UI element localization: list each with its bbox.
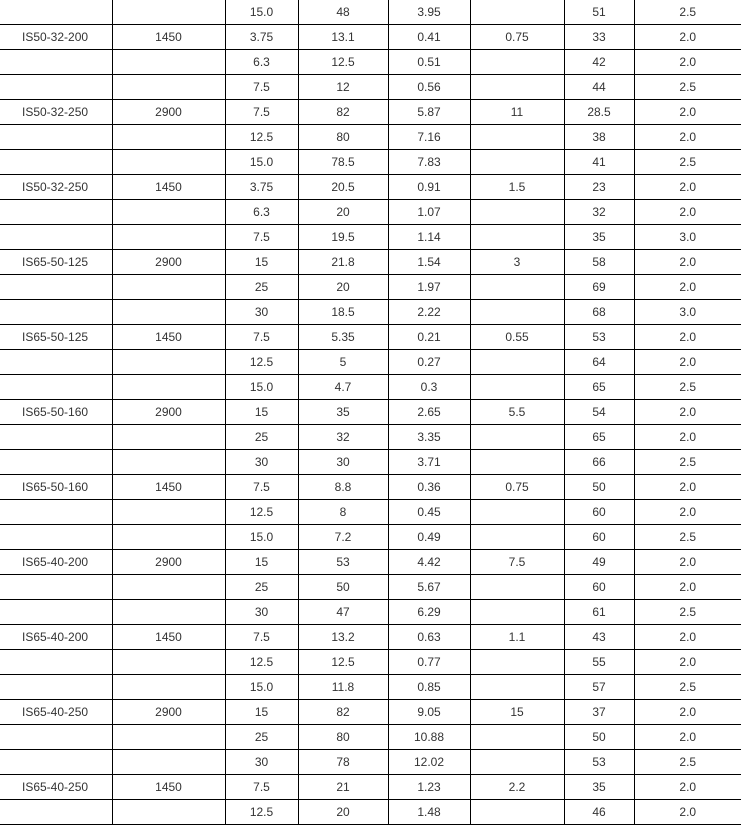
- efficiency-cell: 50: [564, 475, 634, 500]
- table-row: [0, 700, 741, 725]
- power-cell: 0.85: [388, 675, 470, 700]
- speed-cell: [112, 75, 225, 100]
- npsh-cell: 2.5: [634, 75, 741, 100]
- npsh-cell: 3.0: [634, 300, 741, 325]
- model-cell: [0, 300, 112, 325]
- flow-cell: 15.0: [225, 525, 298, 550]
- power-cell: 1.14: [388, 225, 470, 250]
- efficiency-cell: 50: [564, 725, 634, 750]
- efficiency-cell: 55: [564, 650, 634, 675]
- flow-cell: 15: [225, 250, 298, 275]
- flow-cell: 12.5: [225, 350, 298, 375]
- flow-cell: 15.0: [225, 375, 298, 400]
- npsh-cell: 2.0: [634, 550, 741, 575]
- power-cell: 2.22: [388, 300, 470, 325]
- power-cell: 9.05: [388, 700, 470, 725]
- efficiency-cell: 43: [564, 625, 634, 650]
- power-cell: 1.23: [388, 775, 470, 800]
- efficiency-cell: 28.5: [564, 100, 634, 125]
- motor-power-cell: [470, 750, 564, 775]
- efficiency-cell: 35: [564, 775, 634, 800]
- model-cell: IS65-50-125: [0, 250, 112, 275]
- motor-power-cell: [470, 375, 564, 400]
- flow-cell: 7.5: [225, 225, 298, 250]
- head-cell: 8: [298, 500, 388, 525]
- efficiency-cell: 35: [564, 225, 634, 250]
- flow-cell: 6.3: [225, 200, 298, 225]
- speed-cell: [112, 150, 225, 175]
- table-row: [0, 475, 741, 500]
- table-row: [0, 425, 741, 450]
- model-cell: [0, 150, 112, 175]
- npsh-cell: 2.5: [634, 525, 741, 550]
- power-cell: 0.77: [388, 650, 470, 675]
- model-cell: [0, 650, 112, 675]
- table-row: [0, 750, 741, 775]
- flow-cell: 15: [225, 700, 298, 725]
- motor-power-cell: [470, 525, 564, 550]
- motor-power-cell: 15: [470, 700, 564, 725]
- npsh-cell: 2.0: [634, 125, 741, 150]
- npsh-cell: 2.5: [634, 600, 741, 625]
- speed-cell: [112, 675, 225, 700]
- npsh-cell: 2.0: [634, 250, 741, 275]
- table-row: [0, 775, 741, 800]
- flow-cell: 12.5: [225, 125, 298, 150]
- flow-cell: 30: [225, 600, 298, 625]
- head-cell: 82: [298, 100, 388, 125]
- table-row: [0, 0, 741, 25]
- model-cell: [0, 525, 112, 550]
- model-cell: [0, 725, 112, 750]
- head-cell: 50: [298, 575, 388, 600]
- efficiency-cell: 53: [564, 325, 634, 350]
- table-row: [0, 300, 741, 325]
- model-cell: IS50-32-250: [0, 175, 112, 200]
- head-cell: 53: [298, 550, 388, 575]
- model-cell: [0, 800, 112, 825]
- head-cell: 78.5: [298, 150, 388, 175]
- flow-cell: 7.5: [225, 100, 298, 125]
- npsh-cell: 2.0: [634, 475, 741, 500]
- npsh-cell: 2.0: [634, 350, 741, 375]
- power-cell: 0.21: [388, 325, 470, 350]
- model-cell: IS50-32-200: [0, 25, 112, 50]
- head-cell: 80: [298, 725, 388, 750]
- efficiency-cell: 66: [564, 450, 634, 475]
- table-row: [0, 125, 741, 150]
- speed-cell: [112, 300, 225, 325]
- efficiency-cell: 60: [564, 525, 634, 550]
- npsh-cell: 2.0: [634, 650, 741, 675]
- efficiency-cell: 38: [564, 125, 634, 150]
- motor-power-cell: [470, 75, 564, 100]
- motor-power-cell: 0.55: [470, 325, 564, 350]
- motor-power-cell: [470, 450, 564, 475]
- motor-power-cell: [470, 800, 564, 825]
- model-cell: [0, 350, 112, 375]
- model-cell: IS65-40-250: [0, 775, 112, 800]
- power-cell: 3.71: [388, 450, 470, 475]
- flow-cell: 12.5: [225, 800, 298, 825]
- speed-cell: 2900: [112, 100, 225, 125]
- table-row: [0, 400, 741, 425]
- speed-cell: [112, 500, 225, 525]
- head-cell: 4.7: [298, 375, 388, 400]
- motor-power-cell: 1.1: [470, 625, 564, 650]
- npsh-cell: 2.0: [634, 400, 741, 425]
- npsh-cell: 2.0: [634, 25, 741, 50]
- table-row: [0, 525, 741, 550]
- speed-cell: [112, 600, 225, 625]
- model-cell: IS65-40-200: [0, 550, 112, 575]
- speed-cell: 1450: [112, 25, 225, 50]
- speed-cell: 2900: [112, 550, 225, 575]
- power-cell: 10.88: [388, 725, 470, 750]
- model-cell: [0, 675, 112, 700]
- speed-cell: 1450: [112, 175, 225, 200]
- npsh-cell: 2.0: [634, 775, 741, 800]
- head-cell: 35: [298, 400, 388, 425]
- table-row: [0, 200, 741, 225]
- table-row: [0, 375, 741, 400]
- motor-power-cell: [470, 125, 564, 150]
- speed-cell: 1450: [112, 775, 225, 800]
- table-row: [0, 350, 741, 375]
- motor-power-cell: [470, 675, 564, 700]
- npsh-cell: 2.5: [634, 0, 741, 25]
- flow-cell: 25: [225, 725, 298, 750]
- speed-cell: [112, 800, 225, 825]
- model-cell: [0, 225, 112, 250]
- npsh-cell: 2.0: [634, 325, 741, 350]
- table-row: [0, 325, 741, 350]
- power-cell: 7.83: [388, 150, 470, 175]
- head-cell: 12.5: [298, 50, 388, 75]
- power-cell: 5.87: [388, 100, 470, 125]
- speed-cell: [112, 50, 225, 75]
- efficiency-cell: 54: [564, 400, 634, 425]
- flow-cell: 6.3: [225, 50, 298, 75]
- motor-power-cell: [470, 50, 564, 75]
- power-cell: 3.35: [388, 425, 470, 450]
- model-cell: [0, 600, 112, 625]
- power-cell: 0.41: [388, 25, 470, 50]
- npsh-cell: 2.5: [634, 750, 741, 775]
- npsh-cell: 2.0: [634, 100, 741, 125]
- speed-cell: 2900: [112, 700, 225, 725]
- npsh-cell: 2.0: [634, 50, 741, 75]
- npsh-cell: 2.0: [634, 200, 741, 225]
- motor-power-cell: [470, 350, 564, 375]
- flow-cell: 3.75: [225, 175, 298, 200]
- efficiency-cell: 65: [564, 375, 634, 400]
- speed-cell: [112, 575, 225, 600]
- motor-power-cell: 7.5: [470, 550, 564, 575]
- speed-cell: 1450: [112, 325, 225, 350]
- model-cell: [0, 750, 112, 775]
- power-cell: 2.65: [388, 400, 470, 425]
- efficiency-cell: 65: [564, 425, 634, 450]
- model-cell: IS65-50-125: [0, 325, 112, 350]
- efficiency-cell: 64: [564, 350, 634, 375]
- power-cell: 0.45: [388, 500, 470, 525]
- power-cell: 1.54: [388, 250, 470, 275]
- motor-power-cell: [470, 300, 564, 325]
- model-cell: IS65-50-160: [0, 400, 112, 425]
- speed-cell: [112, 425, 225, 450]
- power-cell: 0.36: [388, 475, 470, 500]
- head-cell: 18.5: [298, 300, 388, 325]
- efficiency-cell: 57: [564, 675, 634, 700]
- efficiency-cell: 46: [564, 800, 634, 825]
- power-cell: 0.3: [388, 375, 470, 400]
- efficiency-cell: 42: [564, 50, 634, 75]
- npsh-cell: 2.0: [634, 700, 741, 725]
- model-cell: [0, 50, 112, 75]
- power-cell: 4.42: [388, 550, 470, 575]
- table-row: [0, 650, 741, 675]
- speed-cell: [112, 525, 225, 550]
- motor-power-cell: [470, 500, 564, 525]
- motor-power-cell: 0.75: [470, 475, 564, 500]
- flow-cell: 7.5: [225, 475, 298, 500]
- model-cell: IS50-32-250: [0, 100, 112, 125]
- head-cell: 78: [298, 750, 388, 775]
- motor-power-cell: [470, 575, 564, 600]
- head-cell: 20: [298, 275, 388, 300]
- flow-cell: 15: [225, 550, 298, 575]
- efficiency-cell: 53: [564, 750, 634, 775]
- motor-power-cell: 11: [470, 100, 564, 125]
- head-cell: 20: [298, 200, 388, 225]
- table-row: [0, 50, 741, 75]
- efficiency-cell: 41: [564, 150, 634, 175]
- npsh-cell: 2.0: [634, 800, 741, 825]
- motor-power-cell: 0.75: [470, 25, 564, 50]
- motor-power-cell: [470, 225, 564, 250]
- npsh-cell: 2.5: [634, 150, 741, 175]
- speed-cell: [112, 725, 225, 750]
- efficiency-cell: 60: [564, 500, 634, 525]
- efficiency-cell: 61: [564, 600, 634, 625]
- speed-cell: [112, 650, 225, 675]
- table-row: [0, 450, 741, 475]
- efficiency-cell: 23: [564, 175, 634, 200]
- power-cell: 1.07: [388, 200, 470, 225]
- head-cell: 48: [298, 0, 388, 25]
- table-row: [0, 725, 741, 750]
- flow-cell: 30: [225, 300, 298, 325]
- power-cell: 6.29: [388, 600, 470, 625]
- motor-power-cell: 3: [470, 250, 564, 275]
- npsh-cell: 2.5: [634, 675, 741, 700]
- flow-cell: 7.5: [225, 775, 298, 800]
- head-cell: 21.8: [298, 250, 388, 275]
- flow-cell: 15.0: [225, 150, 298, 175]
- speed-cell: 1450: [112, 625, 225, 650]
- motor-power-cell: [470, 275, 564, 300]
- head-cell: 80: [298, 125, 388, 150]
- model-cell: [0, 450, 112, 475]
- model-cell: [0, 500, 112, 525]
- efficiency-cell: 69: [564, 275, 634, 300]
- model-cell: IS65-50-160: [0, 475, 112, 500]
- head-cell: 20.5: [298, 175, 388, 200]
- flow-cell: 30: [225, 750, 298, 775]
- npsh-cell: 2.0: [634, 275, 741, 300]
- flow-cell: 25: [225, 275, 298, 300]
- npsh-cell: 2.5: [634, 375, 741, 400]
- speed-cell: [112, 275, 225, 300]
- speed-cell: [112, 200, 225, 225]
- table-row: [0, 100, 741, 125]
- model-cell: [0, 200, 112, 225]
- power-cell: 3.95: [388, 0, 470, 25]
- motor-power-cell: [470, 200, 564, 225]
- motor-power-cell: [470, 600, 564, 625]
- flow-cell: 15: [225, 400, 298, 425]
- table-row: [0, 500, 741, 525]
- head-cell: 82: [298, 700, 388, 725]
- flow-cell: 25: [225, 575, 298, 600]
- head-cell: 7.2: [298, 525, 388, 550]
- flow-cell: 30: [225, 450, 298, 475]
- power-cell: 7.16: [388, 125, 470, 150]
- power-cell: 0.91: [388, 175, 470, 200]
- motor-power-cell: [470, 650, 564, 675]
- table-row: [0, 150, 741, 175]
- power-cell: 0.56: [388, 75, 470, 100]
- table-row: [0, 175, 741, 200]
- efficiency-cell: 49: [564, 550, 634, 575]
- flow-cell: 25: [225, 425, 298, 450]
- power-cell: 1.97: [388, 275, 470, 300]
- npsh-cell: 2.0: [634, 425, 741, 450]
- efficiency-cell: 44: [564, 75, 634, 100]
- npsh-cell: 3.0: [634, 225, 741, 250]
- model-cell: [0, 0, 112, 25]
- head-cell: 47: [298, 600, 388, 625]
- motor-power-cell: [470, 425, 564, 450]
- head-cell: 20: [298, 800, 388, 825]
- table-row: [0, 675, 741, 700]
- table-row: [0, 225, 741, 250]
- head-cell: 11.8: [298, 675, 388, 700]
- table-row: [0, 800, 741, 825]
- npsh-cell: 2.0: [634, 625, 741, 650]
- model-cell: [0, 575, 112, 600]
- table-row: [0, 625, 741, 650]
- efficiency-cell: 60: [564, 575, 634, 600]
- npsh-cell: 2.0: [634, 500, 741, 525]
- model-cell: [0, 275, 112, 300]
- npsh-cell: 2.5: [634, 450, 741, 475]
- flow-cell: 15.0: [225, 0, 298, 25]
- power-cell: 0.27: [388, 350, 470, 375]
- speed-cell: [112, 125, 225, 150]
- head-cell: 32: [298, 425, 388, 450]
- table-row: [0, 75, 741, 100]
- npsh-cell: 2.0: [634, 175, 741, 200]
- motor-power-cell: [470, 725, 564, 750]
- model-cell: [0, 75, 112, 100]
- efficiency-cell: 37: [564, 700, 634, 725]
- table-row: [0, 25, 741, 50]
- power-cell: 12.02: [388, 750, 470, 775]
- head-cell: 13.2: [298, 625, 388, 650]
- motor-power-cell: 5.5: [470, 400, 564, 425]
- speed-cell: [112, 225, 225, 250]
- flow-cell: 7.5: [225, 325, 298, 350]
- efficiency-cell: 58: [564, 250, 634, 275]
- flow-cell: 3.75: [225, 25, 298, 50]
- table-row: [0, 275, 741, 300]
- efficiency-cell: 33: [564, 25, 634, 50]
- speed-cell: [112, 375, 225, 400]
- head-cell: 12.5: [298, 650, 388, 675]
- power-cell: 0.51: [388, 50, 470, 75]
- head-cell: 21: [298, 775, 388, 800]
- power-cell: 5.67: [388, 575, 470, 600]
- power-cell: 0.63: [388, 625, 470, 650]
- head-cell: 12: [298, 75, 388, 100]
- model-cell: IS65-40-200: [0, 625, 112, 650]
- head-cell: 13.1: [298, 25, 388, 50]
- head-cell: 8.8: [298, 475, 388, 500]
- model-cell: [0, 375, 112, 400]
- model-cell: IS65-40-250: [0, 700, 112, 725]
- head-cell: 5: [298, 350, 388, 375]
- head-cell: 19.5: [298, 225, 388, 250]
- speed-cell: 1450: [112, 475, 225, 500]
- motor-power-cell: 2.2: [470, 775, 564, 800]
- flow-cell: 12.5: [225, 650, 298, 675]
- speed-cell: 2900: [112, 400, 225, 425]
- flow-cell: 12.5: [225, 500, 298, 525]
- model-cell: [0, 425, 112, 450]
- efficiency-cell: 32: [564, 200, 634, 225]
- speed-cell: [112, 450, 225, 475]
- motor-power-cell: [470, 150, 564, 175]
- speed-cell: [112, 0, 225, 25]
- flow-cell: 7.5: [225, 75, 298, 100]
- model-cell: [0, 125, 112, 150]
- power-cell: 0.49: [388, 525, 470, 550]
- table-row: [0, 575, 741, 600]
- table-row: [0, 250, 741, 275]
- speed-cell: 2900: [112, 250, 225, 275]
- head-cell: 5.35: [298, 325, 388, 350]
- motor-power-cell: 1.5: [470, 175, 564, 200]
- table-row: [0, 600, 741, 625]
- table-row: [0, 550, 741, 575]
- power-cell: 1.48: [388, 800, 470, 825]
- motor-power-cell: [470, 0, 564, 25]
- flow-cell: 7.5: [225, 625, 298, 650]
- npsh-cell: 2.0: [634, 575, 741, 600]
- flow-cell: 15.0: [225, 675, 298, 700]
- efficiency-cell: 68: [564, 300, 634, 325]
- npsh-cell: 2.0: [634, 725, 741, 750]
- speed-cell: [112, 750, 225, 775]
- efficiency-cell: 51: [564, 0, 634, 25]
- speed-cell: [112, 350, 225, 375]
- head-cell: 30: [298, 450, 388, 475]
